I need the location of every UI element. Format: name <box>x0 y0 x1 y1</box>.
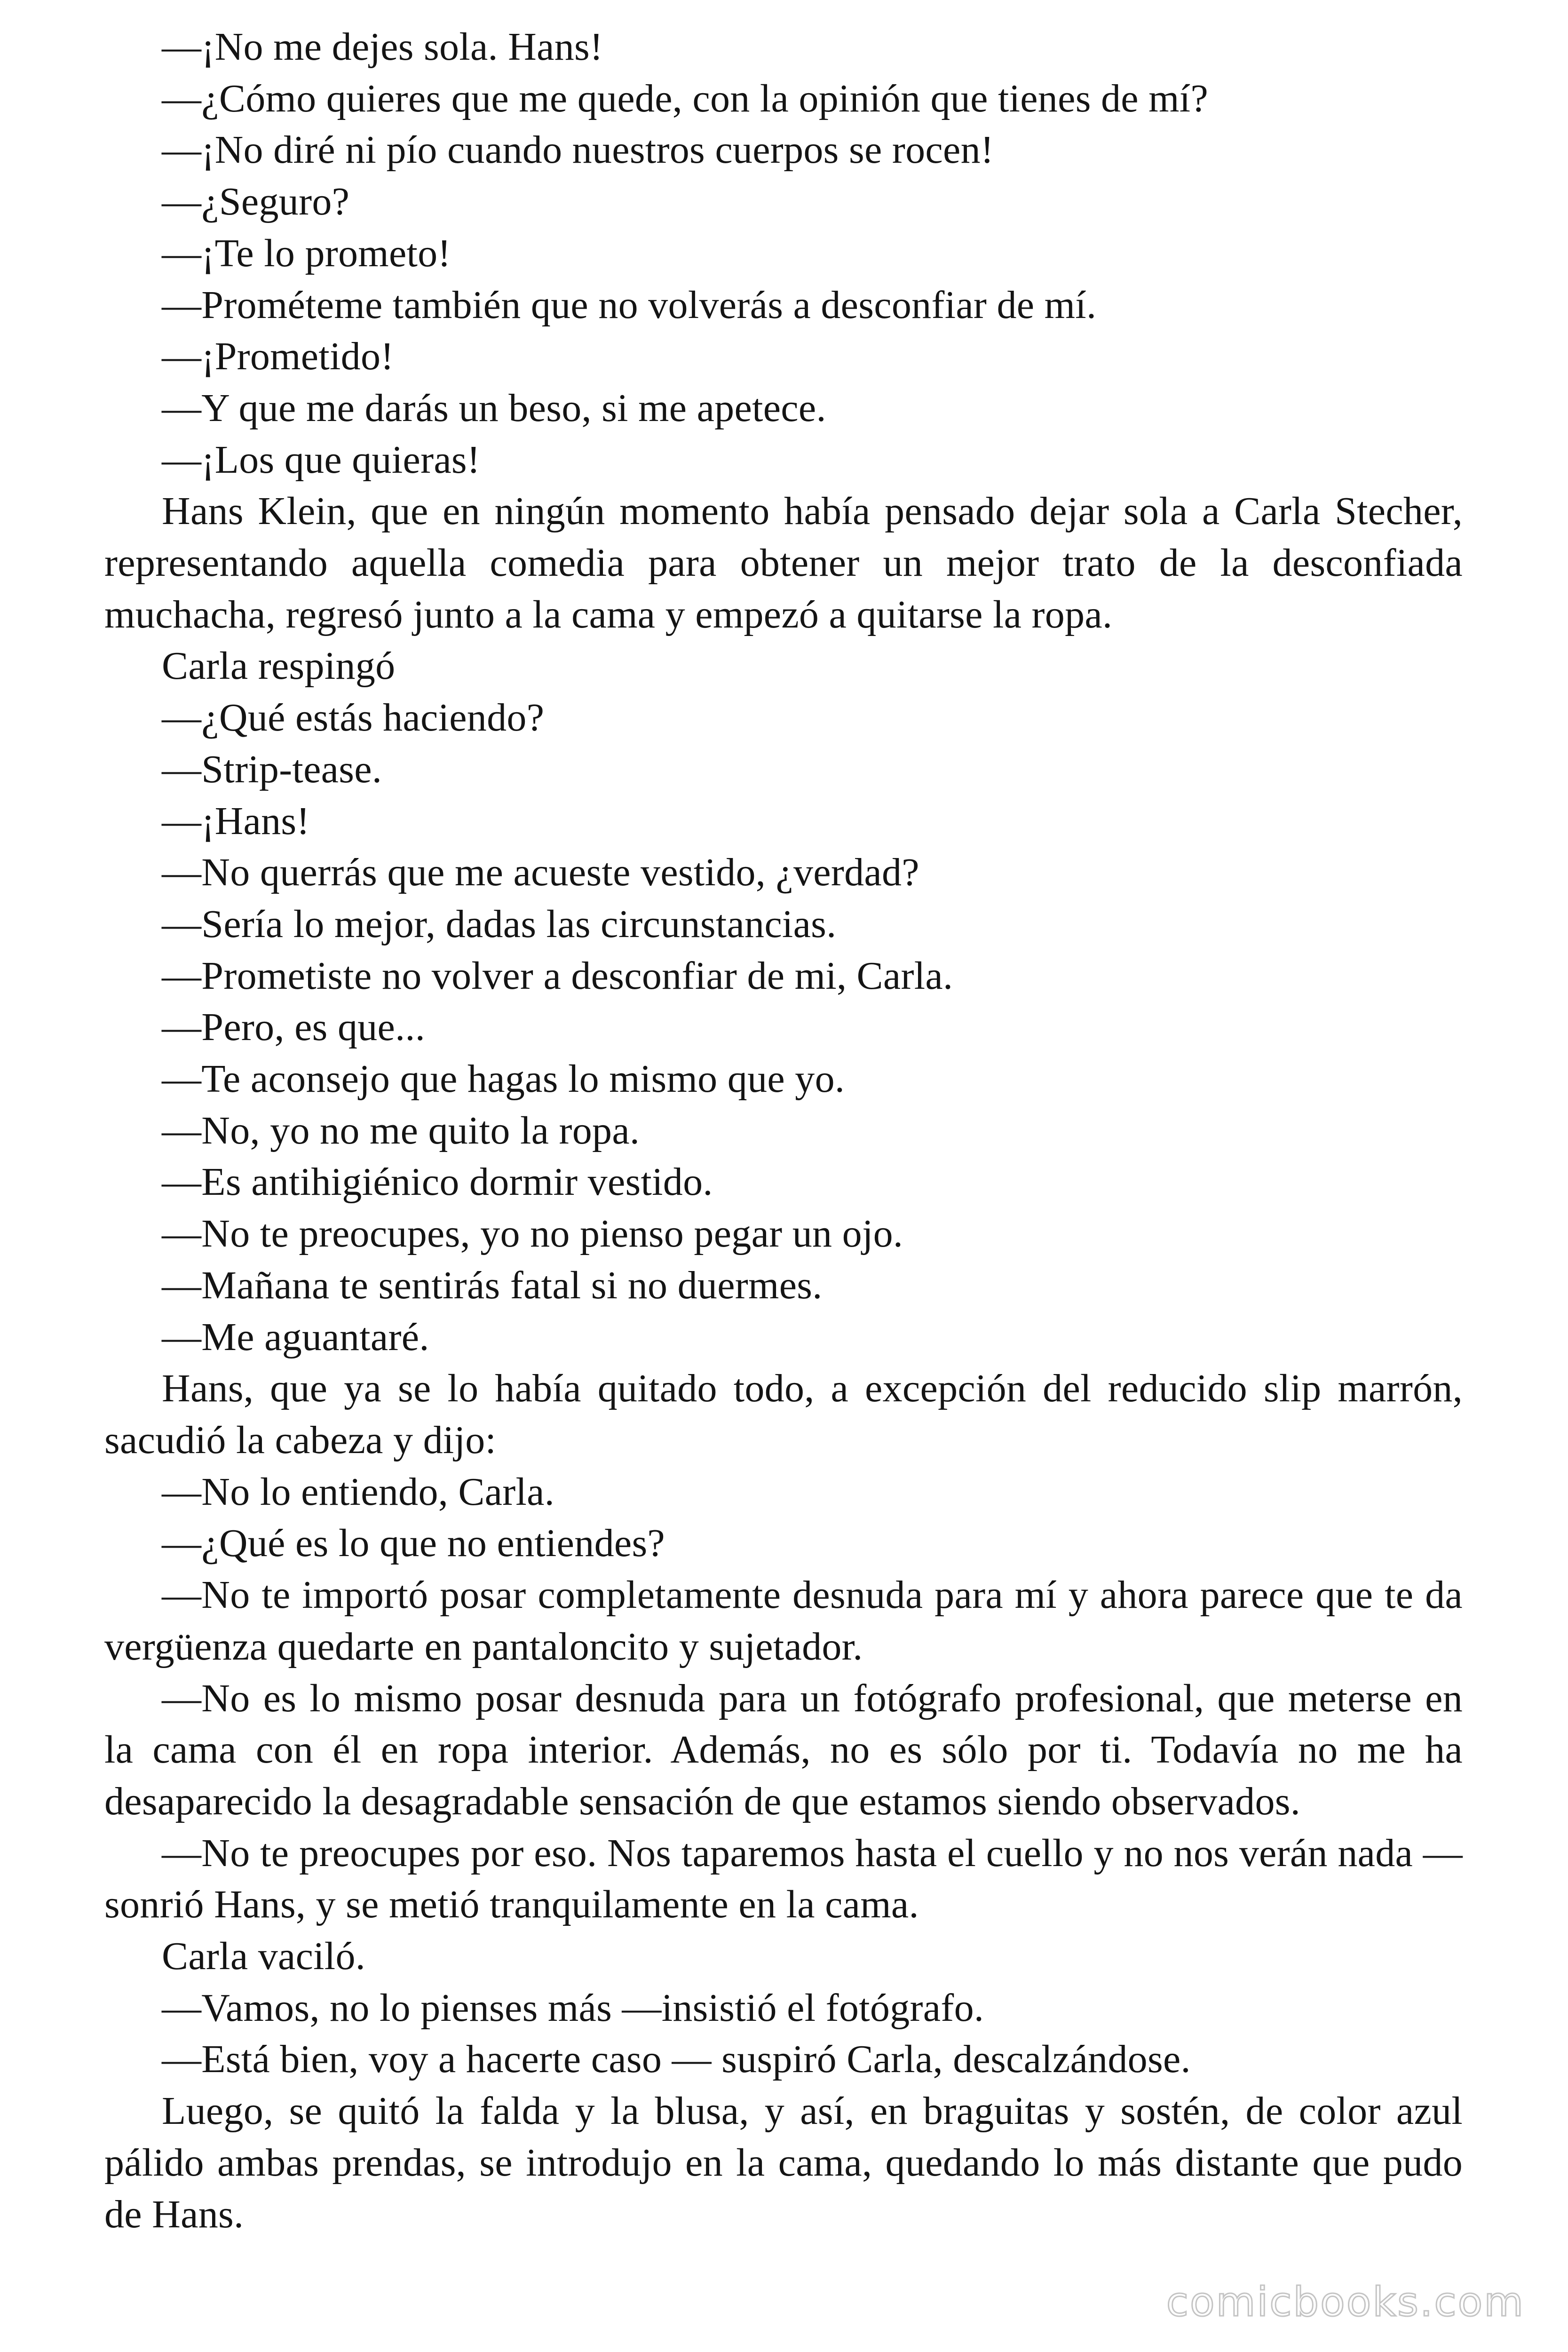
page-body <box>104 21 1463 2240</box>
paragraph: —¡Te lo prometo! <box>162 231 451 275</box>
paragraph: Hans Klein, que en ningún momento había pensado dejar sola a Carla Stecher, representando aquella comedia para obtener un mejor trato de la desconfiada muchacha, regresó junto a la cama y empezó a quitarse la ropa. <box>104 489 1463 636</box>
paragraph: —¿Qué estás haciendo? <box>162 696 545 740</box>
paragraph: —¡Hans! <box>162 799 310 843</box>
paragraph: —¡Los que quieras! <box>162 437 481 482</box>
paragraph: —¿Seguro? <box>162 180 350 224</box>
paragraph: Carla vaciló. <box>162 1934 366 1979</box>
paragraph: —Está bien, voy a hacerte caso — suspiró Carla, descalzándose. <box>162 2037 1191 2082</box>
paragraph: —No es lo mismo posar desnuda para un fotógrafo profesional, que meterse en la cama con él en ropa interior. Además, no es sólo por ti. Todavía no me ha desaparecido la desagradable sensación de que estamos siendo observados. <box>104 1676 1463 1823</box>
paragraph: —¡Prometido! <box>162 334 394 379</box>
paragraph: —¡No me dejes sola. Hans! <box>162 25 603 69</box>
paragraph: Carla respingó <box>162 644 396 688</box>
paragraph: —Y que me darás un beso, si me apetece. <box>162 386 826 430</box>
paragraph: —No te preocupes, yo no pienso pegar un ojo. <box>162 1212 903 1256</box>
paragraph: —Vamos, no lo pienses más —insistió el fotógrafo. <box>162 1986 984 2030</box>
paragraph: —¡No diré ni pío cuando nuestros cuerpos se rocen! <box>162 128 994 172</box>
paragraph: —Pero, es que... <box>162 1005 426 1049</box>
paragraph: —No te preocupes por eso. Nos taparemos hasta el cuello y no nos verán nada — sonrió Hans, y se metió tranquilamente en la cama. <box>104 1831 1463 1927</box>
paragraph: —Te aconsejo que hagas lo mismo que yo. <box>162 1057 845 1101</box>
paragraph: —Es antihigiénico dormir vestido. <box>162 1160 713 1204</box>
paragraph: —Prometiste no volver a desconfiar de mi, Carla. <box>162 954 953 998</box>
paragraph: —No querrás que me acueste vestido, ¿verdad? <box>162 850 919 895</box>
paragraph: —¿Qué es lo que no entiendes? <box>162 1521 665 1565</box>
paragraph: —¿Cómo quieres que me quede, con la opinión que tienes de mí? <box>162 76 1209 120</box>
paragraph: —Strip-tease. <box>162 747 382 791</box>
paragraph: —Sería lo mejor, dadas las circunstancias. <box>162 902 837 946</box>
paragraph: —Me aguantaré. <box>162 1315 429 1359</box>
paragraph: —Prométeme también que no volverás a desconfiar de mí. <box>162 283 1097 327</box>
watermark: comicbooks.com <box>1166 2279 1525 2326</box>
paragraph: —No te importó posar completamente desnuda para mí y ahora parece que te da vergüenza quedarte en pantaloncito y sujetador. <box>104 1573 1463 1669</box>
paragraph: Hans, que ya se lo había quitado todo, a excepción del reducido slip marrón, sacudió la cabeza y dijo: <box>104 1367 1463 1462</box>
paragraph: —No lo entiendo, Carla. <box>162 1470 555 1514</box>
paragraph: Luego, se quitó la falda y la blusa, y así, en braguitas y sostén, de color azul pálido ambas prendas, se introdujo en la cama, quedando lo más distante que pudo de Hans. <box>104 2089 1463 2236</box>
paragraph: —No, yo no me quito la ropa. <box>162 1108 640 1152</box>
paragraph: —Mañana te sentirás fatal si no duermes. <box>162 1263 823 1307</box>
